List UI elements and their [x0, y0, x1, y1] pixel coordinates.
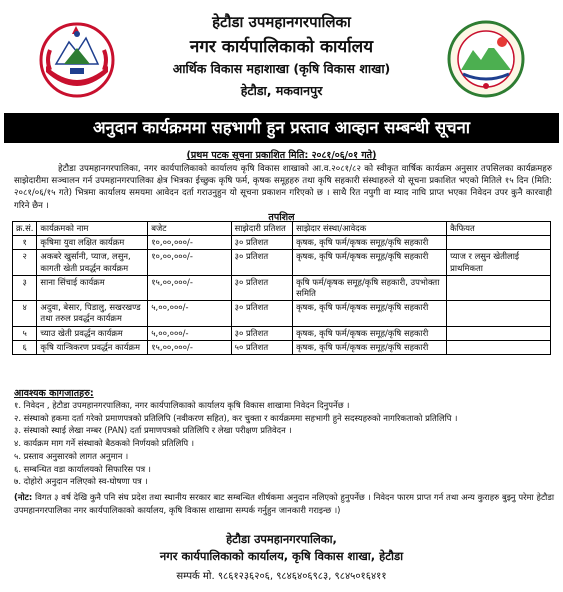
- letterhead: [0, 0, 563, 118]
- column-header: साझेदार संस्था/आवेदक: [293, 222, 447, 236]
- cell-program: अदुवा, बेसार, पिडालु, सखरखण्ड तथा तरुल प्रवर्द्धन कार्यक्रम: [37, 301, 148, 326]
- note-text: विगत ३ वर्ष देखि कुनै पनि संघ प्रदेश तथा स्थानीय सरकार बाट सम्बन्धित शीर्षकमा अनुदान नलिएको हुनुपर्नेछ । निवेदन फारम प्राप्त गर्न तथा अन्य कुराहरु बुझ्नु परेमा हेटौडा उपमहानगरपालिका नगर कार्यपालिकाको कार्यालय, कृषि विकास शाखामा सम्पर्क गर्नुहुन जानकारी गराइन्छ ।): [14, 492, 554, 515]
- cell-program: साना सिंचाई कार्यक्रम: [37, 275, 148, 300]
- list-item: १. निवेदन , हेटौडा उपमहानगरपालिका, नगर कार्यपालिकाको कार्यालय कृषि विकास शाखामा निवेदन दिनुपर्नेछ ।: [14, 400, 350, 410]
- cell-share: ३० प्रतिशत: [231, 301, 293, 326]
- cell-budget: १०,००,०००/-: [148, 236, 231, 250]
- publication-date-text: (प्रथम पटक सूचना प्रकाशित मिति: २०८१/०६/०१ गते): [186, 150, 377, 161]
- cell-serial: ६: [13, 340, 37, 354]
- intro-paragraph: [14, 163, 552, 212]
- footer-municipality: हेटौडा उपमहानगरपालिका,: [226, 532, 337, 546]
- cell-remarks: [447, 326, 551, 340]
- cell-program: च्याउ खेती प्रवर्द्धन कार्यक्रम: [37, 326, 148, 340]
- cell-budget: ५,००,०००/-: [148, 326, 231, 340]
- table-row: [13, 250, 551, 275]
- table-row: [13, 275, 551, 300]
- cell-remarks: [447, 301, 551, 326]
- cell-share: ३० प्रतिशत: [231, 250, 293, 275]
- cell-remarks: [447, 275, 551, 300]
- cell-serial: ४: [13, 301, 37, 326]
- cell-remarks: [447, 236, 551, 250]
- list-item: २. संस्थाको हकमा दर्ता गरेको प्रमाणपत्रको प्रतिलिपि (नवीकरण सहित), कर चुक्ता र कार्यक्रममा सहभागी हुने सदस्यहरुको नागरिकताको प्रतिलिपि ।: [14, 412, 458, 423]
- intro-text: हेटौडा उपमहानगरपालिका, नगर कार्यपालिकाको कार्यालय कृषि विकास शाखाको आ.व.२०८१/८२ को स्वीकृत वार्षिक कार्यक्रम अनुसार तपसिलका कार्यक्रमहरु साझेदारीमा सञ्चालन गर्न उपमहानगरपालिका क्षेत्र भित्रका ईच्छुक कृषि फर्म, कृषक समूहहरु तथा कृषि सहकारी संस्थाहरुले यो सूचना प्रकाशित भएको मितिले १५ दिन (मिति: २०८१/०६/१५ गते) भित्रमा कार्यालय समयमा आवेदन दर्ता गराउनुहुन यो सूचना प्रकाशन गरिएको छ । साथै रित नपुगी वा म्याद नाघि प्राप्त भएका निवेदन उपर कुनै कारवाही गरिने छैन ।: [14, 164, 552, 211]
- table-row: [13, 236, 551, 250]
- cell-program: कृषिमा युवा लक्षित कार्यक्रम: [37, 236, 148, 250]
- cell-share: ३० प्रतिशत: [231, 326, 293, 340]
- municipality-name: हेटौडा उपमहानगरपालिका: [212, 13, 351, 31]
- required-documents-list: [14, 399, 554, 488]
- cell-serial: २: [13, 250, 37, 275]
- cell-partner: कृषक, कृषि फर्म/कृषक समूह/कृषि सहकारी: [293, 301, 447, 326]
- cell-program: अकबरे खुर्सानी, प्याज, लसुन, कागती खेती प्रवर्द्धन कार्यक्रम: [37, 250, 148, 275]
- cell-remarks: प्याज र लसुन खेतीलाई प्राथमिकता: [447, 250, 551, 275]
- division-name: आर्थिक विकास महाशाखा (कृषि विकास शाखा): [172, 61, 391, 76]
- list-item: ३. संस्थाको स्थाई लेखा नम्बर (PAN) दर्ता प्रमाणपत्रको प्रतिलिपि र लेखा परीक्षण प्रतिवेदन ।: [14, 425, 292, 436]
- list-item: ५. प्रस्ताव अनुसारको लागत अनुमान ।: [14, 450, 129, 461]
- cell-budget: १५,००,०००/-: [148, 275, 231, 300]
- table-row: [13, 340, 551, 354]
- column-header: साझेदारी प्रतिशत: [231, 222, 293, 236]
- cell-budget: १०,००,०००/-: [148, 250, 231, 275]
- cell-serial: ५: [13, 326, 37, 340]
- column-header: कैफियत: [447, 222, 551, 236]
- cell-serial: ३: [13, 275, 37, 300]
- cell-partner: कृषक, कृषि फर्म/कृषक समूह/कृषि सहकारी: [293, 340, 447, 354]
- note-label: (नोट:: [14, 492, 33, 502]
- column-header: कार्यक्रमको नाम: [37, 222, 148, 236]
- required-documents-heading: आवश्यक कागजातहरु:: [14, 388, 94, 399]
- table-header-row: [13, 222, 551, 236]
- program-table: [12, 221, 551, 355]
- footer-contact: सम्पर्क मो. ९८६१२३६२०६, ९८४६४०६९८३, ९८४५०१६४११: [176, 571, 387, 582]
- footer-office: नगर कार्यपालिकाको कार्यालय, कृषि विकास शाखा, हेटौडा: [159, 549, 404, 563]
- notice-title: अनुदान कार्यक्रममा सहभागी हुन प्रस्ताव आव्हान सम्बन्धी सूचना: [4, 113, 559, 143]
- column-header: क्र.सं.: [13, 222, 37, 236]
- note-paragraph: [14, 491, 554, 516]
- cell-remarks: [447, 340, 551, 354]
- table-row: [13, 326, 551, 340]
- cell-partner: कृषक, कृषि फर्म/कृषक समूह/कृषि सहकारी: [293, 326, 447, 340]
- cell-program: कृषि यान्त्रिकरण प्रवर्द्धन कार्यक्रम: [37, 340, 148, 354]
- list-item: ६. सम्बन्धित वडा कार्यालयको सिफारिस पत्र ।: [14, 463, 151, 474]
- cell-budget: ५,००,०००/-: [148, 301, 231, 326]
- cell-share: ३० प्रतिशत: [231, 275, 293, 300]
- office-name: नगर कार्यपालिकाको कार्यालय: [189, 37, 374, 57]
- table-row: [13, 301, 551, 326]
- cell-share: ५० प्रतिशत: [231, 340, 293, 354]
- cell-budget: १५,००,०००/-: [148, 340, 231, 354]
- cell-share: ३० प्रतिशत: [231, 236, 293, 250]
- list-item: ७. दोहोरो अनुदान नलिएको स्व-घोषणा पत्र ।: [14, 476, 148, 487]
- table-caption: तपशिल: [268, 212, 295, 223]
- list-item: ४. कार्यक्रम माग गर्ने संस्थाको बैठकको निर्णयको प्रतिलिपि ।: [14, 438, 195, 449]
- column-header: बजेट: [148, 222, 231, 236]
- cell-partner: कृषक, कृषि फर्म/कृषक समूह/कृषि सहकारी: [293, 250, 447, 275]
- cell-partner: कृषि फर्म/कृषक समूह/कृषि सहकारी, उपभोक्ता समिति: [293, 275, 447, 300]
- cell-serial: १: [13, 236, 37, 250]
- office-address: हेटौडा, मकवानपुर: [240, 83, 323, 98]
- publication-date: [0, 148, 563, 161]
- cell-partner: कृषक, कृषि फर्म/कृषक समूह/कृषि सहकारी: [293, 236, 447, 250]
